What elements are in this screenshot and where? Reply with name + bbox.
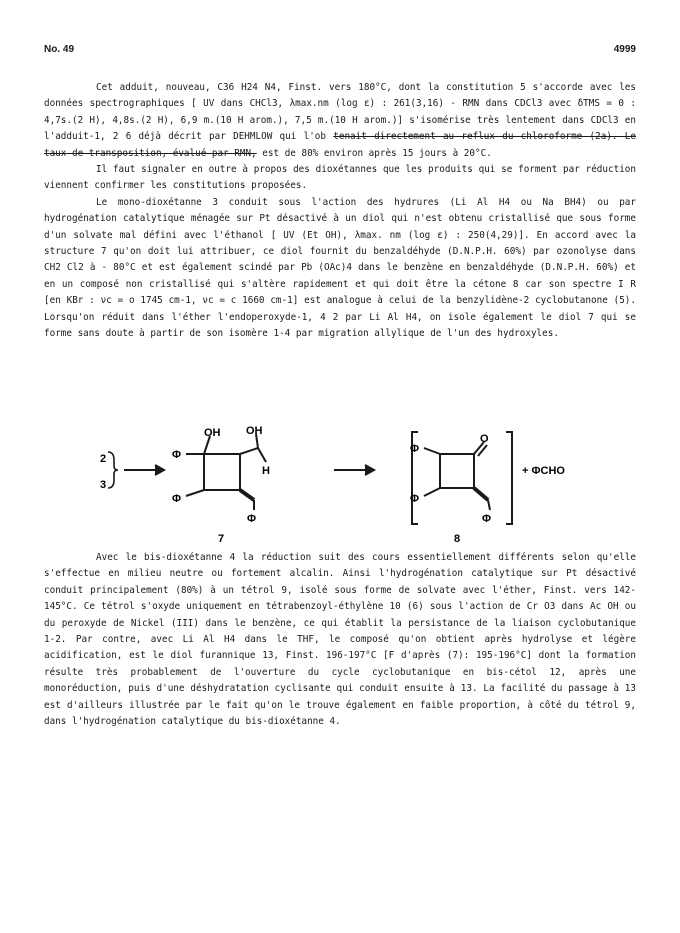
- compound-7-label: 7: [218, 533, 225, 545]
- reaction-scheme-drawing: [44, 418, 636, 548]
- label-compound-2: 2: [100, 453, 107, 465]
- page-header: [44, 44, 636, 58]
- phenyl-label-3: Φ: [247, 513, 257, 525]
- reaction-scheme: [44, 418, 636, 548]
- phenyl-label-4: Φ: [410, 443, 420, 455]
- hydroxyl-label-1: OH: [204, 427, 221, 439]
- hydroxyl-label-2: OH: [246, 425, 263, 437]
- paragraph-1-tail: est de 80% environ après 15 jours à 20°C.: [256, 147, 492, 159]
- benzaldehyde-label: + ΦCHO: [522, 465, 565, 477]
- phenyl-label-2: Φ: [172, 493, 182, 505]
- compound-8-label: 8: [454, 533, 461, 545]
- journal-number: No. 49: [44, 44, 75, 55]
- text-block-bottom: [44, 550, 636, 730]
- label-compound-3: 3: [100, 479, 107, 491]
- phenyl-label-5: Φ: [410, 493, 420, 505]
- hydrogen-label: H: [262, 465, 270, 477]
- page-number: 4999: [613, 44, 636, 55]
- paragraph-1-text: Cet adduit, nouveau, C36 H24 N4, Finst. vers 180°C, dont la constitution 5 s'accorde avec les données spectrographiques [ UV dans CHCl3, λmax.nm (log ε) : 261(3,16) - RMN dans CDCl3 avec δTMS = 0 : 4,7s.(2 H), 4,8s.(2 H), 6,9 m.(10 H arom.), 7,5 m.(10 H arom.)] s'isomérise très lentement dans CDCl3 en l'adduit-1, 2 6 déjà décrit par DEHMLOW qui l'ob: [44, 82, 636, 143]
- paragraph-1-struck-text: tenait directement au reflux du chloroforme (2a). Le taux de transposition, évalué par RMN,: [44, 131, 636, 159]
- carbonyl-oxygen-label: O: [480, 433, 489, 445]
- paragraph-4: Avec le bis-dioxétanne 4 la réduction suit des cours essentiellement différents selon qu'elle s'effectue en milieu neutre ou fortement alcalin. Ainsi l'hydrogénation catalytique sur Pt désactivé conduit principalement (80%) à un tétrol 9, isolé sous forme de solvate avec l'éther, Finst. vers 142-145°C. Ce tétrol s'oxyde uniquement en tétrabenzoyl-éthylène 10 (6) sous l'action de Cr O3 dans Ac OH ou du peroxyde de Nickel (III) dans le benzène, ce qui établit la persistance de la liaison cyclobutanique 1-2. Par contre, avec Li Al H4 dans le THF, le composé qu'on obtient après hydrolyse et légère acidification, est le diol furannique 13, Finst. 196-197°C [F d'après (7): 195-196°C] dont la formation résulte très probablement de l'ouverture du cycle cyclobutanique en bis-cétol 12, après une monoréduction, puis d'une déshydratation cyclisante qui conduit ensuite à 13. La facilité du passage à 13 est d'ailleurs illustrée par le fait qu'on le trouve également en faible proportion, à côté du tétrol 9, dans l'hydrogénation catalytique du bis-dioxétanne 4.: [44, 552, 636, 728]
- phenyl-label-1: Φ: [172, 449, 182, 461]
- paragraph-2: Il faut signaler en outre à propos des dioxétannes que les produits qui se forment par réduction viennent confirmer les constitutions proposées.: [44, 164, 636, 192]
- paragraph-1: [44, 80, 636, 162]
- text-block-top: [44, 80, 636, 343]
- paragraph-3: Le mono-dioxétanne 3 conduit sous l'action des hydrures (Li Al H4 ou Na BH4) ou par hydrogénation catalytique ménagée sur Pt désactivé à un diol qui n'est obtenu cristallisé que sous forme d'un solvate mal défini avec l'éthanol [ UV (Et OH), λmax. nm (log ε) : 250(4,29)]. En accord avec la structure 7 qu'on doit lui attribuer, ce diol fournit du benzaldéhyde (D.N.P.H. 60%) par ozonolyse dans CH2 Cl2 à - 80°C et est également scindé par Pb (OAc)4 dans le benzène en benzaldéhyde (D.N.P.H. 60%) et en un composé non cristallisé qui s'altère rapidement et qui doit être la cétone 8 car son spectre I R [en KBr : νc = o 1745 cm-1, νc = c 1660 cm-1] est analogue à celui de la benzylidène-2 cyclobutanone (5). Lorsqu'on réduit dans l'éther l'endoperoxyde-1, 4 2 par Li Al H4, on isole également le diol 7 qui se forme sans doute à partir de son isomère 1-4 par migration allylique de l'un des hydroxyles.: [44, 196, 636, 340]
- phenyl-label-6: Φ: [482, 513, 492, 525]
